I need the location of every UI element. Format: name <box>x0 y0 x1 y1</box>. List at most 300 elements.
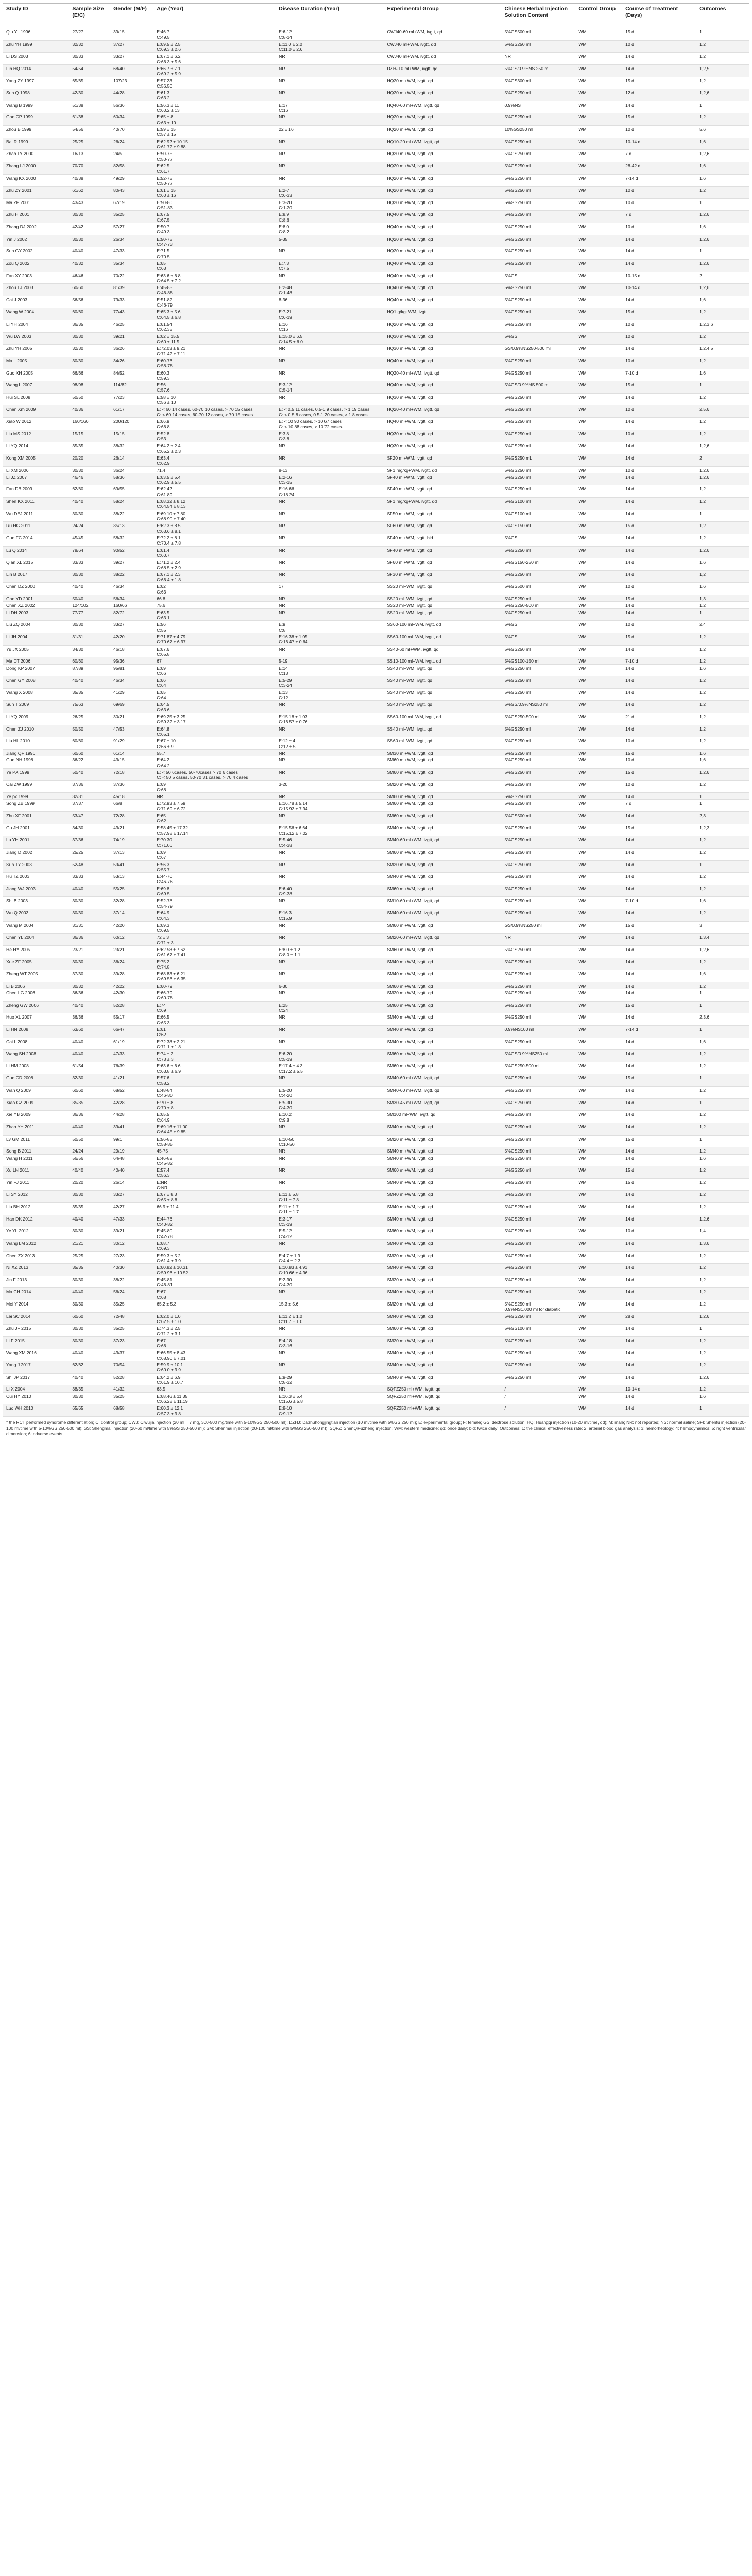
cell-disease-duration: NR <box>276 89 384 101</box>
table-row <box>3 381 749 394</box>
cell-gender: 95/36 <box>110 657 153 664</box>
cell-sample-size: 30/30 <box>69 1392 110 1404</box>
cell-gender: 57/27 <box>110 223 153 235</box>
cell-course-of-treatment: 10 d <box>622 187 696 199</box>
cell-gender: 69/69 <box>110 701 153 713</box>
cell-sample-size: 60/60 <box>69 1087 110 1099</box>
cell-herbal-solution-content: 5%GS250 ml <box>502 89 576 101</box>
cell-control-group: WM <box>575 1038 622 1050</box>
cell-gender: 52/28 <box>110 1373 153 1385</box>
cell-sample-size: 52/48 <box>69 860 110 873</box>
cell-experimental-group: SM40-60 ml+WM, ivgtt, qd <box>384 1074 501 1087</box>
cell-age: E:74.3 ± 2.5 C:71.2 ± 3.1 <box>153 1325 276 1337</box>
cell-study-id: Ye px 1999 <box>3 793 69 800</box>
table-row <box>3 558 749 571</box>
cell-disease-duration: E:2-30 C:4-30 <box>276 1276 384 1288</box>
cell-age: E:71.87 ± 4.79 C:70.67 ± 6.97 <box>153 633 276 645</box>
cell-control-group: WM <box>575 442 622 454</box>
cell-sample-size: 30/30 <box>69 1336 110 1349</box>
cell-herbal-solution-content: 5%GS250 ml <box>502 848 576 860</box>
cell-herbal-solution-content: 0.9%NS100 ml <box>502 1025 576 1038</box>
cell-gender: 45/18 <box>110 793 153 800</box>
cell-age: E:67 C:66 <box>153 1336 276 1349</box>
cell-outcomes: 1,2 <box>696 113 749 126</box>
cell-herbal-solution-content: 5%GS250 ml <box>502 608 576 621</box>
cell-herbal-solution-content: 5%GS250 ml <box>502 570 576 583</box>
cell-study-id: Chen ZX 2013 <box>3 1251 69 1264</box>
cell-course-of-treatment: 10 d <box>622 737 696 750</box>
cell-age: E:67.1 ± 2.3 C:66.4 ± 1.8 <box>153 570 276 583</box>
cell-study-id: Lu Q 2014 <box>3 546 69 558</box>
cell-course-of-treatment: 7-14 d <box>622 1025 696 1038</box>
cell-disease-duration: E:5-29 C:3-24 <box>276 676 384 689</box>
table-row <box>3 174 749 187</box>
cell-outcomes: 1,2 <box>696 982 749 989</box>
cell-experimental-group: HQ20 ml+WM, ivgtt, qd <box>384 150 501 162</box>
cell-gender: 35/25 <box>110 1325 153 1337</box>
cell-gender: 36/24 <box>110 958 153 970</box>
cell-disease-duration: E:13 C:12 <box>276 688 384 701</box>
cell-herbal-solution-content: 5%GS250 ml <box>502 824 576 836</box>
cell-age: 67 <box>153 657 276 664</box>
cell-study-id: Ma ZP 2001 <box>3 198 69 211</box>
cell-outcomes: 1,2 <box>696 657 749 664</box>
cell-experimental-group: SS40-60 ml+WM, ivgtt, qd <box>384 645 501 657</box>
cell-control-group: WM <box>575 982 622 989</box>
cell-herbal-solution-content: 5%GS150-250 ml <box>502 558 576 571</box>
cell-experimental-group: CWJ40 ml+WM, ivgtt, qd <box>384 53 501 65</box>
table-row <box>3 664 749 676</box>
cell-age: E:60.82 ± 10.31 C:59.96 ± 10.52 <box>153 1264 276 1276</box>
cell-gender: 79/33 <box>110 296 153 308</box>
cell-age: E:64.8 C:65.1 <box>153 725 276 737</box>
cell-disease-duration: NR <box>276 498 384 510</box>
cell-course-of-treatment: 14 d <box>622 534 696 546</box>
cell-outcomes: 1,2,6 <box>696 1215 749 1227</box>
cell-sample-size: 30/30 <box>69 570 110 583</box>
cell-study-id: Yang ZY 1997 <box>3 77 69 89</box>
cell-course-of-treatment: 14 d <box>622 725 696 737</box>
cell-experimental-group: SM30 ml+WM, ivgtt, qd <box>384 749 501 756</box>
cell-age: E:69.8 C:69.5 <box>153 885 276 897</box>
cell-disease-duration: NR <box>276 546 384 558</box>
cell-age: E:64.2 C:64.2 <box>153 756 276 769</box>
cell-age: E:68.32 ± 8.12 C:64.54 ± 8.13 <box>153 498 276 510</box>
cell-study-id: Zhou LJ 2003 <box>3 284 69 296</box>
cell-herbal-solution-content: 5%GS250 ml <box>502 1087 576 1099</box>
cell-sample-size: 60/60 <box>69 1312 110 1325</box>
cell-study-id: Li YQ 2009 <box>3 713 69 725</box>
table-row <box>3 1392 749 1404</box>
cell-herbal-solution-content: 5%GS/0.9%NS250 ml <box>502 1050 576 1062</box>
cell-gender: 47/53 <box>110 725 153 737</box>
cell-sample-size: 25/25 <box>69 138 110 150</box>
cell-sample-size: 35/35 <box>69 442 110 454</box>
cell-experimental-group: SM40 ml+WM, ivgtt, qd <box>384 1239 501 1251</box>
cell-outcomes: 1,2,6 <box>696 442 749 454</box>
cell-experimental-group: HQ40 ml+WM, ivgtt, qd <box>384 211 501 223</box>
cell-herbal-solution-content: 5%GS250 ml <box>502 595 576 602</box>
cell-study-id: Jin F 2013 <box>3 1276 69 1288</box>
cell-disease-duration: E:14 C:13 <box>276 664 384 676</box>
cell-course-of-treatment: 12 d <box>622 89 696 101</box>
cell-control-group: WM <box>575 1111 622 1123</box>
cell-course-of-treatment: 14 d <box>622 602 696 608</box>
table-row <box>3 737 749 750</box>
cell-disease-duration: NR <box>276 150 384 162</box>
cell-control-group: WM <box>575 921 622 934</box>
cell-control-group: WM <box>575 64 622 77</box>
cell-control-group: WM <box>575 812 622 824</box>
cell-disease-duration: NR <box>276 510 384 522</box>
cell-outcomes: 2,5,6 <box>696 405 749 418</box>
cell-experimental-group: SS20 ml+WM, ivgtt, qd <box>384 583 501 595</box>
cell-control-group: WM <box>575 1147 622 1154</box>
cell-age: E:44-70 C:46-76 <box>153 873 276 885</box>
cell-gender: 36/26 <box>110 345 153 357</box>
cell-age: E:62.42 C:61.89 <box>153 485 276 498</box>
table-row <box>3 1404 749 1417</box>
cell-age: E:69.25 ± 3.25 C:59.32 ± 3.17 <box>153 713 276 725</box>
cell-sample-size: 20/20 <box>69 1178 110 1191</box>
cell-control-group: WM <box>575 1239 622 1251</box>
cell-outcomes: 1,2 <box>696 688 749 701</box>
cell-disease-duration: 6-30 <box>276 982 384 989</box>
cell-herbal-solution-content: 5%GS250 ml <box>502 1203 576 1215</box>
cell-course-of-treatment: 10 d <box>622 405 696 418</box>
cell-sample-size: 30/30 <box>69 897 110 909</box>
cell-herbal-solution-content: 5%GS/0.9%NS 250 ml <box>502 64 576 77</box>
cell-gender: 29/19 <box>110 1147 153 1154</box>
cell-herbal-solution-content: 5%GS250 ml <box>502 885 576 897</box>
cell-outcomes: 2 <box>696 272 749 284</box>
cell-outcomes: 1,2 <box>696 725 749 737</box>
cell-course-of-treatment: 14 d <box>622 454 696 466</box>
cell-course-of-treatment: 28-42 d <box>622 162 696 174</box>
table-row <box>3 405 749 418</box>
cell-course-of-treatment: 10 d <box>622 126 696 138</box>
cell-study-id: Chen LG 2006 <box>3 989 69 1002</box>
cell-herbal-solution-content: 5%GS250 ml <box>502 1264 576 1276</box>
cell-experimental-group: SF20 ml+WM, ivgtt, qd <box>384 454 501 466</box>
cell-study-id: Zhu YH 1999 <box>3 40 69 53</box>
cell-gender: 38/22 <box>110 510 153 522</box>
cell-sample-size: 61/38 <box>69 113 110 126</box>
cell-control-group: WM <box>575 235 622 247</box>
cell-outcomes: 1 <box>696 1325 749 1337</box>
cell-herbal-solution-content: 5%GS <box>502 332 576 345</box>
cell-sample-size: 65/65 <box>69 1404 110 1417</box>
table-row <box>3 357 749 369</box>
cell-age: E:57.6 C:58.2 <box>153 1074 276 1087</box>
cell-herbal-solution-content: 5%GS250 ml <box>502 756 576 769</box>
cell-experimental-group: SM40 ml+WM, ivgtt, qd <box>384 1038 501 1050</box>
cell-experimental-group: SM40 ml+WM, ivgtt, qd <box>384 824 501 836</box>
cell-study-id: Chen DZ 2000 <box>3 583 69 595</box>
cell-herbal-solution-content: 5%GS250 ml <box>502 688 576 701</box>
cell-course-of-treatment: 14 d <box>622 645 696 657</box>
cell-outcomes: 1,6 <box>696 897 749 909</box>
cell-sample-size: 87/89 <box>69 664 110 676</box>
table-row <box>3 89 749 101</box>
table-footnote: * the RCT performed syndrome differentiation; C: control group; CWJ: Ciwujia injection (20 ml = 7 mg, 300-500 mg/time with 5-10%GS 250-500 ml); DZHJ: Dazhuhongjingtian injection (10 ml/time with 5%GS 250 ml); E: experimental group; F: female; GS: dextrose solution; HQ: Huangqi injection (10-20 ml/time, qd); M: male; NR: not reported; NS: normal saline; SFI: Shenfu injection (20-100 ml/time with 5-10%GS 250-500 ml); SS: Shengmai injection (20-60 ml/time with 5%GS 250-500 ml); SM: Shenmai injection (20-100 ml/time with 5%GS 250-500 ml); SQFZ: ShenQiFuzheng injection; WM: western medicine; qd: once daily; bid: twice daily; Outcomes: 1: the clinical effectiveness rate; 2: arterial blood gas analysis; 3: hemorheology; 4: hemodynamics; 5: right ventricular dimension; 6: adverse events. <box>6 1419 746 1436</box>
table-row <box>3 909 749 922</box>
column-header-gender: Gender (M/F) <box>110 4 153 28</box>
cell-sample-size: 46/46 <box>69 272 110 284</box>
cell-gender: 33/27 <box>110 1191 153 1203</box>
cell-disease-duration: NR <box>276 1025 384 1038</box>
cell-experimental-group: SM40 ml+WM, ivgtt, qd <box>384 970 501 982</box>
cell-sample-size: 77/77 <box>69 608 110 621</box>
cell-experimental-group: SM40 ml+WM, ivgtt, qd <box>384 1373 501 1385</box>
cell-age: E:69 C:67 <box>153 848 276 860</box>
cell-course-of-treatment: 15 d <box>622 308 696 320</box>
table-row <box>3 958 749 970</box>
cell-experimental-group: HQ20 ml+WM, ivgtt, qd <box>384 187 501 199</box>
cell-sample-size: 45/45 <box>69 534 110 546</box>
cell-control-group: WM <box>575 1050 622 1062</box>
cell-gender: 39/28 <box>110 970 153 982</box>
table-row <box>3 897 749 909</box>
cell-age: E:72.38 ± 2.21 C:71.1 ± 1.8 <box>153 1038 276 1050</box>
cell-outcomes: 1,6 <box>696 756 749 769</box>
cell-disease-duration: 8-36 <box>276 296 384 308</box>
table-row <box>3 1361 749 1374</box>
cell-control-group: WM <box>575 725 622 737</box>
cell-disease-duration: NR <box>276 442 384 454</box>
cell-outcomes: 1,2 <box>696 418 749 430</box>
cell-study-id: Li X 2004 <box>3 1385 69 1392</box>
cell-study-id: Li YH 2004 <box>3 320 69 333</box>
cell-sample-size: 40/40 <box>69 1373 110 1385</box>
cell-herbal-solution-content: 5%GS250 ml <box>502 1178 576 1191</box>
cell-study-id: Chen Xm 2009 <box>3 405 69 418</box>
table-row <box>3 101 749 113</box>
cell-course-of-treatment: 15 d <box>622 113 696 126</box>
cell-course-of-treatment: 14 d <box>622 546 696 558</box>
cell-herbal-solution-content: 5%GS250 ml <box>502 873 576 885</box>
cell-sample-size: 30/33 <box>69 53 110 65</box>
cell-experimental-group: HQ40 ml+WM, ivgtt, qd <box>384 223 501 235</box>
cell-course-of-treatment: 14 d <box>622 1349 696 1361</box>
cell-disease-duration: 22 ± 16 <box>276 126 384 138</box>
cell-gender: 82/58 <box>110 162 153 174</box>
cell-course-of-treatment: 14 d <box>622 1361 696 1374</box>
cell-gender: 41/21 <box>110 1074 153 1087</box>
cell-outcomes: 1,2,6 <box>696 259 749 272</box>
cell-herbal-solution-content: 5%GS <box>502 272 576 284</box>
cell-course-of-treatment: 10 d <box>622 198 696 211</box>
cell-outcomes: 1,2,6 <box>696 466 749 473</box>
cell-gender: 64/48 <box>110 1154 153 1166</box>
cell-herbal-solution-content: 5%GS500 ml <box>502 812 576 824</box>
cell-age: E:69.16 ± 11.00 C:64.45 ± 9.85 <box>153 1123 276 1135</box>
cell-outcomes: 1,6 <box>696 1154 749 1166</box>
cell-experimental-group: SM20 ml+WM, ivgtt, qd <box>384 989 501 1002</box>
cell-outcomes: 1,6 <box>696 558 749 571</box>
cell-disease-duration: E: < 10 90 cases, > 10 67 cases C: < 10 88 cases, > 10 72 cases <box>276 418 384 430</box>
cell-age: E:72.93 ± 7.59 C:71.69 ± 6.72 <box>153 800 276 812</box>
cell-gender: 90/52 <box>110 546 153 558</box>
cell-experimental-group: SF60 ml+WM, ivgtt, qd <box>384 522 501 534</box>
cell-disease-duration: NR <box>276 113 384 126</box>
cell-age: E:63.6 ± 6.8 C:64.5 ± 7.2 <box>153 272 276 284</box>
table-row <box>3 873 749 885</box>
cell-age: E:66.55 ± 8.43 C:68.90 ± 7.01 <box>153 1349 276 1361</box>
cell-experimental-group: SM30-45 ml+WM, ivgtt, qd <box>384 1098 501 1111</box>
cell-course-of-treatment: 14 d <box>622 1215 696 1227</box>
cell-experimental-group: SM40 ml+WM, ivgtt, qd <box>384 1013 501 1026</box>
cell-control-group: WM <box>575 1166 622 1179</box>
cell-outcomes: 1 <box>696 989 749 1002</box>
cell-experimental-group: HQ20 ml+WM, ivgtt, qd <box>384 77 501 89</box>
cell-course-of-treatment: 7 d <box>622 150 696 162</box>
cell-control-group: WM <box>575 259 622 272</box>
column-header-disease-duration: Disease Duration (Year) <box>276 4 384 28</box>
cell-age: E:62.0 ± 1.0 C:62.5 ± 1.0 <box>153 1312 276 1325</box>
cell-course-of-treatment: 10-15 d <box>622 272 696 284</box>
cell-herbal-solution-content: 5%GS250 ml <box>502 1336 576 1349</box>
cell-control-group: WM <box>575 381 622 394</box>
cell-outcomes: 1,2 <box>696 885 749 897</box>
cell-control-group: WM <box>575 1001 622 1013</box>
cell-study-id: Guo NH 1998 <box>3 756 69 769</box>
cell-outcomes: 1,6 <box>696 369 749 381</box>
cell-disease-duration: NR <box>276 725 384 737</box>
cell-control-group: WM <box>575 1312 622 1325</box>
cell-course-of-treatment: 14 d <box>622 812 696 824</box>
cell-age: E:70.30 C:71.06 <box>153 836 276 849</box>
cell-disease-duration: NR <box>276 1166 384 1179</box>
cell-control-group: WM <box>575 860 622 873</box>
cell-age: E:61 C:62 <box>153 1025 276 1038</box>
cell-gender: 99/1 <box>110 1135 153 1147</box>
cell-sample-size: 50/40 <box>69 595 110 602</box>
cell-gender: 41/29 <box>110 688 153 701</box>
cell-course-of-treatment: 15 d <box>622 768 696 781</box>
cell-course-of-treatment: 14 d <box>622 558 696 571</box>
cell-gender: 42/27 <box>110 1203 153 1215</box>
cell-control-group: WM <box>575 713 622 725</box>
table-row <box>3 583 749 595</box>
cell-experimental-group: SM60 ml+WM, ivgtt, qd <box>384 1166 501 1179</box>
cell-study-id: Hu TZ 2003 <box>3 873 69 885</box>
cell-gender: 84/52 <box>110 369 153 381</box>
cell-disease-duration: NR <box>276 570 384 583</box>
cell-disease-duration: NR <box>276 534 384 546</box>
cell-course-of-treatment: 14 d <box>622 1062 696 1074</box>
table-row <box>3 633 749 645</box>
cell-course-of-treatment: 7 d <box>622 211 696 223</box>
table-row <box>3 860 749 873</box>
cell-course-of-treatment: 14 d <box>622 608 696 621</box>
cell-herbal-solution-content: 5%GS250 ml <box>502 1191 576 1203</box>
table-row <box>3 369 749 381</box>
cell-disease-duration: NR <box>276 860 384 873</box>
cell-herbal-solution-content: / <box>502 1392 576 1404</box>
cell-outcomes: 1,3 <box>696 595 749 602</box>
cell-gender: 40/40 <box>110 1166 153 1179</box>
cell-study-id: Bai R 1999 <box>3 138 69 150</box>
cell-gender: 24/5 <box>110 150 153 162</box>
cell-disease-duration: E:7.3 C:7.5 <box>276 259 384 272</box>
cell-experimental-group: SQFZ250 ml+WM, ivgtt, qd <box>384 1404 501 1417</box>
cell-outcomes: 1,2,6 <box>696 768 749 781</box>
table-row <box>3 534 749 546</box>
cell-outcomes: 1,4 <box>696 1227 749 1240</box>
cell-sample-size: 36/36 <box>69 1013 110 1026</box>
cell-gender: 91/29 <box>110 737 153 750</box>
cell-disease-duration: NR <box>276 793 384 800</box>
cell-course-of-treatment: 10 d <box>622 223 696 235</box>
cell-experimental-group: HQ30 ml+WM, ivgtt, qd <box>384 430 501 442</box>
cell-age: E:68.83 ± 6.21 C:69.56 ± 6.35 <box>153 970 276 982</box>
cell-age: E:72.03 ± 9.21 C:71.42 ± 7.11 <box>153 345 276 357</box>
cell-outcomes: 1,3,6 <box>696 1239 749 1251</box>
cell-gender: 58/24 <box>110 498 153 510</box>
cell-control-group: WM <box>575 126 622 138</box>
cell-study-id: Xiao GZ 2009 <box>3 1098 69 1111</box>
cell-gender: 74/19 <box>110 836 153 849</box>
cell-study-id: Kong XM 2005 <box>3 454 69 466</box>
cell-course-of-treatment: 14 d <box>622 1203 696 1215</box>
cell-disease-duration: NR <box>276 989 384 1002</box>
cell-control-group: WM <box>575 53 622 65</box>
table-row <box>3 1178 749 1191</box>
cell-course-of-treatment: 14 d <box>622 101 696 113</box>
cell-course-of-treatment: 10-14 d <box>622 1385 696 1392</box>
cell-disease-duration: NR <box>276 848 384 860</box>
cell-study-id: Wang XM 2016 <box>3 1349 69 1361</box>
cell-control-group: WM <box>575 958 622 970</box>
cell-study-id: Jiang D 2002 <box>3 848 69 860</box>
cell-control-group: WM <box>575 749 622 756</box>
cell-sample-size: 30/30 <box>69 1227 110 1240</box>
cell-course-of-treatment: 14 d <box>622 259 696 272</box>
cell-outcomes: 1,2 <box>696 633 749 645</box>
cell-outcomes: 1 <box>696 28 749 41</box>
cell-age: E:66-79 C:60-78 <box>153 989 276 1002</box>
cell-sample-size: 50/50 <box>69 393 110 405</box>
cell-herbal-solution-content: 5%GS100-150 ml <box>502 657 576 664</box>
table-row <box>3 676 749 689</box>
cell-experimental-group: SM40 ml+WM, ivgtt, qd <box>384 1178 501 1191</box>
cell-disease-duration: 3-20 <box>276 781 384 793</box>
cell-sample-size: 36/35 <box>69 320 110 333</box>
header-row <box>3 4 749 28</box>
cell-herbal-solution-content: 5%GS100 ml <box>502 498 576 510</box>
cell-herbal-solution-content: 5%GS250 ml <box>502 836 576 849</box>
cell-age: E:65 C:63 <box>153 259 276 272</box>
cell-gender: 77/23 <box>110 393 153 405</box>
cell-sample-size: 30/30 <box>69 1191 110 1203</box>
cell-experimental-group: SF40 ml+WM, ivgtt, qd <box>384 546 501 558</box>
cell-course-of-treatment: 14 d <box>622 958 696 970</box>
cell-course-of-treatment: 14 d <box>622 1123 696 1135</box>
table-row <box>3 473 749 485</box>
cell-experimental-group: SM60 ml+WM, ivgtt, qd <box>384 768 501 781</box>
cell-outcomes: 2,4 <box>696 621 749 633</box>
cell-sample-size: 40/40 <box>69 1349 110 1361</box>
cell-course-of-treatment: 10-14 d <box>622 138 696 150</box>
cell-disease-duration: NR <box>276 1074 384 1087</box>
cell-age: E:58.45 ± 17.32 C:57.98 ± 17.14 <box>153 824 276 836</box>
cell-herbal-solution-content: 5%GS250 ml <box>502 187 576 199</box>
cell-outcomes: 1 <box>696 608 749 621</box>
cell-outcomes: 1,2 <box>696 958 749 970</box>
cell-gender: 46/18 <box>110 645 153 657</box>
cell-gender: 80/43 <box>110 187 153 199</box>
